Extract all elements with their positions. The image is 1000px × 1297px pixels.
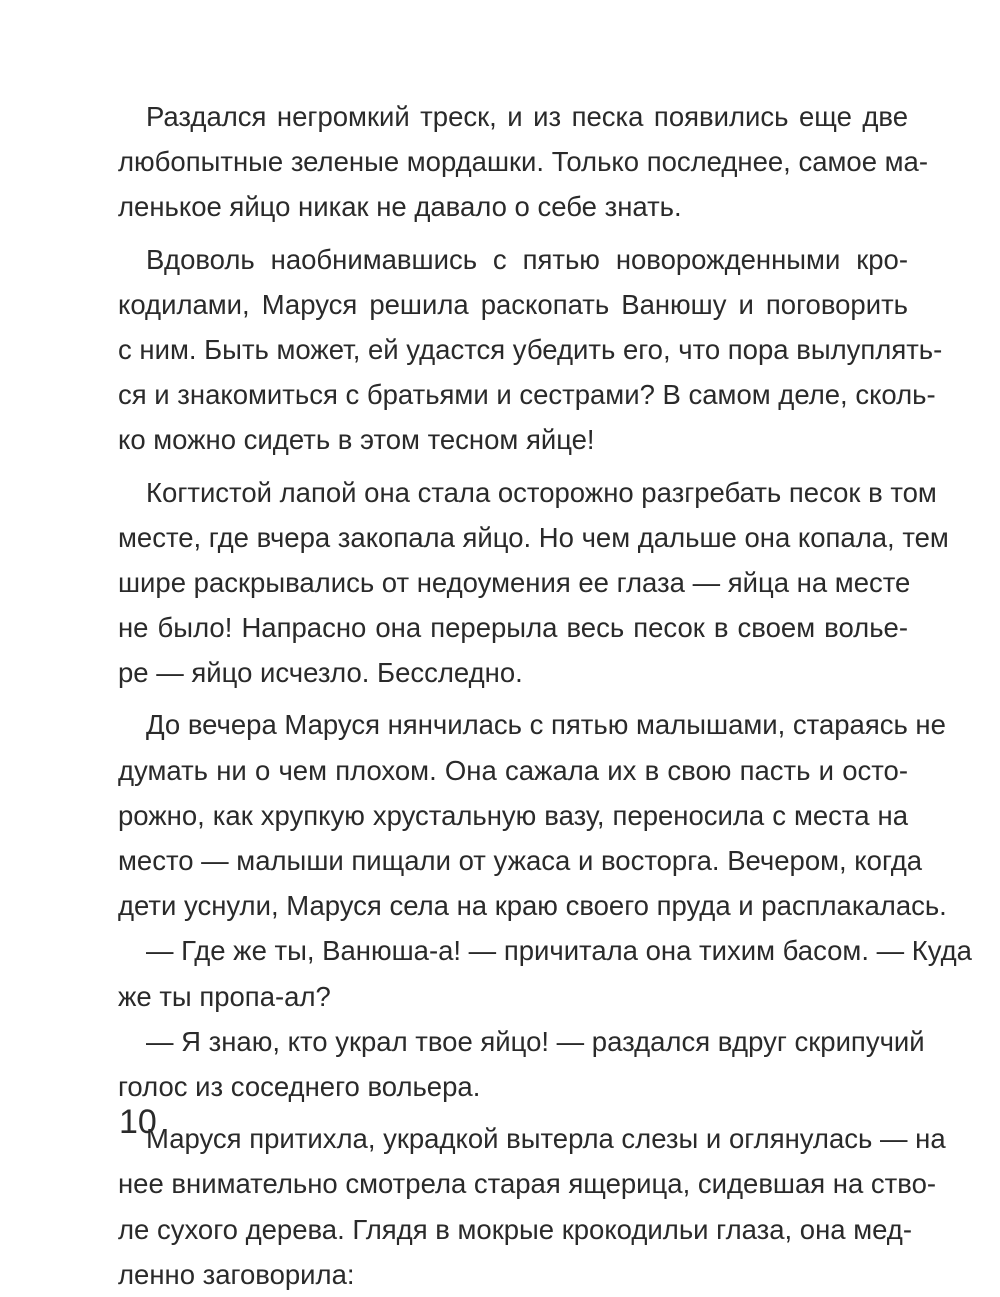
text-line: ся и знакомиться с братьями и сестрами? В самом деле, сколь- xyxy=(118,379,936,411)
text-line: шире раскрывались от недоумения ее глаза — яйца на месте xyxy=(118,566,911,598)
text-line: рожно, как хрупкую хрустальную вазу, переносила с места на xyxy=(118,799,908,831)
page-number: 10 xyxy=(119,1103,157,1141)
text-line: Раздался негромкий треск, и из песка появились еще две xyxy=(146,101,908,132)
text-line: До вечера Маруся нянчилась с пятью малышами, стараясь не xyxy=(146,709,946,741)
text-line: Маруся притихла, украдкой вытерла слезы и оглянулась — на xyxy=(146,1123,946,1155)
text-line: нее внимательно смотрела старая ящерица, сидевшая на ство- xyxy=(118,1168,937,1200)
text-line: не было! Напрасно она перерыла весь песок в своем волье- xyxy=(118,612,908,644)
body-text xyxy=(118,94,972,1297)
text-line: ко можно сидеть в этом тесном яйце! xyxy=(118,424,595,456)
text-line: Когтистой лапой она стала осторожно разгребать песок в том xyxy=(146,476,937,508)
text-line: с ним. Быть может, ей удастся убедить его, что пора вылуплять- xyxy=(118,333,943,365)
text-line: кодилами, Маруся решила раскопать Ванюшу и поговорить xyxy=(118,288,908,320)
text-line: думать ни о чем плохом. Она сажала их в свою пасть и осто- xyxy=(118,754,908,786)
text-line: любопытные зеленые мордашки. Только последнее, самое ма- xyxy=(118,146,929,178)
text-line: дети уснули, Маруся села на краю своего пруда и расплакалась. xyxy=(118,890,947,922)
text-line: — Где же ты, Ванюша-а! — причитала она тихим басом. — Куда xyxy=(146,935,972,967)
text-line: ленькое яйцо никак не давало о себе знать. xyxy=(118,191,682,223)
text-line: же ты пропа-ал? xyxy=(118,980,331,1012)
text-line: ленно заговорила: xyxy=(118,1258,355,1290)
text-line: голос из соседнего вольера. xyxy=(118,1070,481,1102)
text-line: месте, где вчера закопала яйцо. Но чем дальше она копала, тем xyxy=(118,521,949,553)
text-line: Вдоволь наобнимавшись с пятью новорожденными кро- xyxy=(146,243,908,275)
text-line: ре — яйцо исчезло. Бесследно. xyxy=(118,657,523,689)
text-line: ле сухого дерева. Глядя в мокрые крокодильи глаза, она мед- xyxy=(118,1213,913,1245)
text-line: место — малыши пищали от ужаса и восторга. Вечером, когда xyxy=(118,845,923,876)
text-line: — Я знаю, кто украл твое яйцо! — раздался вдруг скрипучий xyxy=(146,1025,925,1057)
